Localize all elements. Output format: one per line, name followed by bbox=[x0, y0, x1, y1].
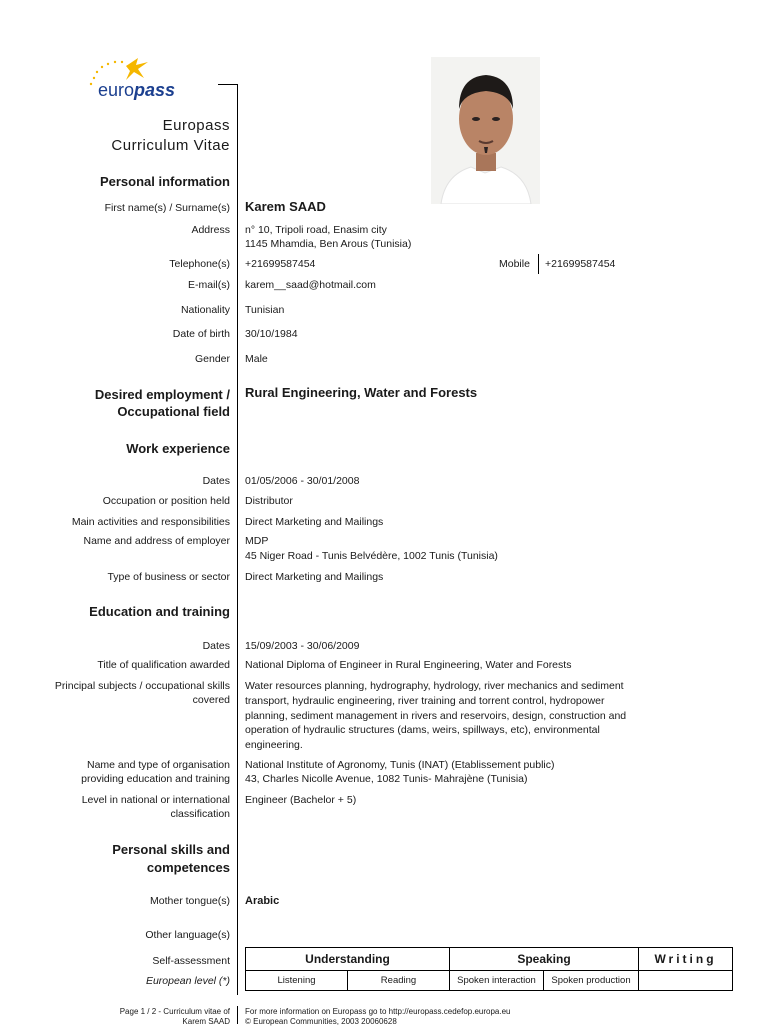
org-line1: National Institute of Agronomy, Tunis (INAT) (Etablissement public) bbox=[245, 759, 555, 771]
full-name: Karem SAAD bbox=[245, 199, 326, 214]
footer-page-line1: Page 1 / 2 - Curriculum vitae of bbox=[119, 1007, 230, 1016]
writing-header: Writing bbox=[639, 948, 733, 971]
subjects-label-line1: Principal subjects / occupational skills bbox=[54, 680, 230, 692]
cv-title-line1: Europass bbox=[162, 117, 230, 134]
mobile-label: Mobile bbox=[499, 258, 530, 270]
level-value: Engineer (Bachelor + 5) bbox=[245, 794, 357, 806]
listening-header: Listening bbox=[246, 971, 348, 991]
qualification-label: Title of qualification awarded bbox=[97, 659, 230, 671]
column-divider bbox=[237, 84, 238, 995]
table-header-row bbox=[246, 948, 733, 971]
org-label-line1: Name and type of organisation bbox=[86, 759, 230, 771]
employer-line2: 45 Niger Road - Tunis Belvédère, 1002 Tunis (Tunisia) bbox=[245, 550, 498, 562]
business-label: Type of business or sector bbox=[107, 571, 230, 583]
email-link[interactable]: karem__saad@hotmail.com bbox=[245, 279, 376, 291]
footer-page-line2: Karem SAAD bbox=[182, 1017, 230, 1026]
europass-logo bbox=[88, 56, 188, 106]
spoken-interaction-header: Spoken interaction bbox=[450, 971, 544, 991]
org-line2: 43, Charles Nicolle Avenue, 1082 Tunis- Mahrajène (Tunisia) bbox=[245, 773, 528, 785]
table-subheader-row bbox=[246, 971, 733, 991]
european-level-label: European level (*) bbox=[145, 975, 230, 987]
employer-label: Name and address of employer bbox=[83, 535, 230, 547]
footer-europass-link[interactable]: For more information on Europass go to http://europass.cedefop.europa.eu bbox=[245, 1007, 511, 1016]
self-assessment-label: Self-assessment bbox=[152, 955, 230, 967]
footer-info bbox=[245, 1007, 511, 1027]
level-label-line1: Level in national or international bbox=[81, 794, 230, 806]
subjects-line: planning, sediment management in rivers and reservoirs, design, construction and bbox=[245, 710, 627, 722]
address-line1: n° 10, Tripoli road, Enasim city bbox=[245, 224, 387, 236]
understanding-header: Understanding bbox=[246, 948, 450, 971]
subjects-line: Water resources planning, hydrography, hydrology, river mechanics and sediment bbox=[245, 680, 624, 692]
occupation-label: Occupation or position held bbox=[102, 495, 230, 507]
gender-label: Gender bbox=[194, 353, 230, 365]
occupation-value: Distributor bbox=[245, 495, 293, 507]
spoken-production-header: Spoken production bbox=[544, 971, 639, 991]
other-languages-label: Other language(s) bbox=[145, 929, 230, 941]
writing-subheader bbox=[639, 971, 733, 991]
org-label-line2: providing education and training bbox=[81, 773, 230, 785]
level-label-line2: classification bbox=[170, 808, 230, 820]
edu-dates-value: 15/09/2003 - 30/06/2009 bbox=[245, 640, 360, 652]
telephone-value: +21699587454 bbox=[245, 258, 316, 270]
footer-divider bbox=[237, 1006, 238, 1024]
section-education-training: Education and training bbox=[89, 604, 230, 619]
address-line2: 1145 Mhamdia, Ben Arous (Tunisia) bbox=[245, 238, 412, 250]
subjects-label-line2: covered bbox=[192, 694, 230, 706]
desired-employment-label-line2: Occupational field bbox=[117, 404, 230, 419]
address-label: Address bbox=[191, 224, 230, 236]
europass-logo-text: europass bbox=[98, 80, 176, 100]
mobile-divider bbox=[538, 254, 539, 274]
work-dates-label: Dates bbox=[202, 475, 230, 487]
section-work-experience: Work experience bbox=[126, 441, 230, 456]
nationality-label: Nationality bbox=[180, 304, 230, 316]
business-value: Direct Marketing and Mailings bbox=[245, 571, 384, 583]
language-assessment-table bbox=[245, 947, 733, 991]
qualification-value: National Diploma of Engineer in Rural Engineering, Water and Forests bbox=[245, 659, 572, 671]
reading-header: Reading bbox=[348, 971, 450, 991]
dob-label: Date of birth bbox=[172, 328, 230, 340]
speaking-header: Speaking bbox=[450, 948, 639, 971]
mother-tongue-value: Arabic bbox=[245, 895, 280, 907]
nationality-value: Tunisian bbox=[245, 304, 285, 316]
profile-photo bbox=[431, 57, 540, 204]
cv-title-line2: Curriculum Vitae bbox=[111, 137, 230, 154]
subjects-line: engineering. bbox=[245, 739, 303, 751]
footer-page-info bbox=[120, 1007, 230, 1027]
email-label: E-mail(s) bbox=[188, 279, 230, 291]
divider-top-tick bbox=[218, 84, 238, 85]
section-personal-information: Personal information bbox=[99, 174, 230, 189]
footer-copyright: © European Communities, 2003 20060628 bbox=[245, 1017, 397, 1026]
activities-label: Main activities and responsibilities bbox=[71, 516, 230, 528]
activities-value: Direct Marketing and Mailings bbox=[245, 516, 384, 528]
subjects-line: operation of hydraulic structures (dams, weirs, spillways, etc), environmental bbox=[245, 724, 600, 736]
desired-employment-label-line1: Desired employment / bbox=[94, 387, 230, 402]
gender-value: Male bbox=[245, 353, 268, 365]
desired-employment-value: Rural Engineering, Water and Forests bbox=[245, 385, 478, 400]
dob-value: 30/10/1984 bbox=[245, 328, 298, 340]
section-personal-skills-line2: competences bbox=[146, 860, 230, 875]
edu-dates-label: Dates bbox=[202, 640, 230, 652]
section-personal-skills-line1: Personal skills and bbox=[112, 842, 230, 857]
mother-tongue-label: Mother tongue(s) bbox=[150, 895, 230, 907]
name-label: First name(s) / Surname(s) bbox=[104, 202, 230, 214]
telephone-label: Telephone(s) bbox=[169, 258, 230, 270]
employer-line1: MDP bbox=[245, 535, 269, 547]
work-dates-value: 01/05/2006 - 30/01/2008 bbox=[245, 475, 360, 487]
mobile-value: +21699587454 bbox=[545, 258, 616, 270]
subjects-line: transport, hydraulic engineering, river training and torrent control, hydropower bbox=[245, 695, 605, 707]
